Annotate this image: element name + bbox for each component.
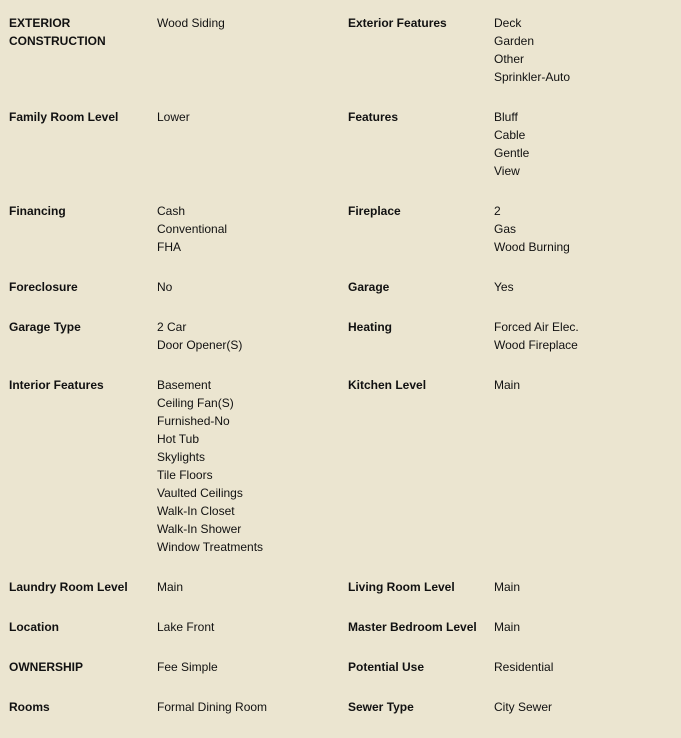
values-exterior-features — [494, 14, 674, 86]
detail-value: 2 — [494, 204, 501, 218]
detail-value: Cash — [157, 204, 186, 218]
detail-value: Wood Siding — [157, 16, 225, 30]
values-garage — [494, 278, 674, 296]
label-potential-use: Potential Use — [348, 660, 425, 674]
detail-value: City Sewer — [494, 700, 553, 714]
detail-value: Wood Fireplace — [494, 338, 578, 352]
detail-value: Deck — [494, 16, 522, 30]
label-exterior-features: Exterior Features — [348, 16, 447, 30]
label-ownership: OWNERSHIP — [9, 660, 84, 674]
detail-value: Conventional — [157, 222, 228, 236]
label-foreclosure: Foreclosure — [9, 280, 78, 294]
detail-value: Main — [157, 580, 184, 594]
detail-value: Walk-In Shower — [157, 522, 242, 536]
detail-row-laundry-room-level — [0, 578, 681, 618]
detail-value: View — [494, 164, 520, 178]
detail-value: Window Treatments — [157, 540, 264, 554]
values-living-room-level — [494, 578, 674, 596]
label-garage: Garage — [348, 280, 390, 294]
detail-row-exterior-construction — [0, 14, 681, 108]
detail-value: Main — [494, 378, 521, 392]
detail-row-location — [0, 618, 681, 658]
values-heating — [494, 318, 674, 354]
values-garage-type — [157, 318, 337, 354]
detail-value: Hot Tub — [157, 432, 200, 446]
label-sewer-type: Sewer Type — [348, 700, 414, 714]
detail-value: Ceiling Fan(S) — [157, 396, 234, 410]
label-family-room-level: Family Room Level — [9, 110, 119, 124]
detail-value: Tile Floors — [157, 468, 213, 482]
detail-value: Bluff — [494, 110, 518, 124]
detail-value: Main — [494, 620, 521, 634]
detail-value: Main — [494, 580, 521, 594]
values-fireplace — [494, 202, 674, 256]
detail-value: Basement — [157, 378, 212, 392]
values-kitchen-level — [494, 376, 674, 394]
label-interior-features: Interior Features — [9, 378, 104, 392]
detail-value: Gas — [494, 222, 517, 236]
detail-value: Fee Simple — [157, 660, 218, 674]
values-features — [494, 108, 674, 180]
values-location — [157, 618, 337, 636]
detail-value: Wood Burning — [494, 240, 570, 254]
label-fireplace: Fireplace — [348, 204, 401, 218]
values-rooms — [157, 698, 337, 716]
detail-value: Forced Air Elec. — [494, 320, 579, 334]
values-ownership — [157, 658, 337, 676]
detail-value: Door Opener(S) — [157, 338, 243, 352]
detail-value: No — [157, 280, 173, 294]
values-financing — [157, 202, 337, 256]
values-potential-use — [494, 658, 674, 676]
detail-value: FHA — [157, 240, 181, 254]
detail-row-ownership — [0, 658, 681, 698]
detail-value: Garden — [494, 34, 535, 48]
detail-value: Residential — [494, 660, 554, 674]
detail-value: Cable — [494, 128, 526, 142]
detail-row-family-room-level — [0, 108, 681, 202]
detail-row-foreclosure — [0, 278, 681, 318]
label-kitchen-level: Kitchen Level — [348, 378, 427, 392]
label-garage-type: Garage Type — [9, 320, 81, 334]
detail-value: Yes — [494, 280, 514, 294]
values-interior-features — [157, 376, 337, 556]
values-family-room-level — [157, 108, 337, 126]
label-features: Features — [348, 110, 399, 124]
detail-value: Other — [494, 52, 525, 66]
detail-row-financing — [0, 202, 681, 278]
label-master-bedroom-level: Master Bedroom Level — [348, 620, 477, 634]
label-heating: Heating — [348, 320, 393, 334]
detail-value: Skylights — [157, 450, 206, 464]
detail-row-interior-features — [0, 376, 681, 578]
detail-row-garage-type — [0, 318, 681, 376]
detail-value: 2 Car — [157, 320, 187, 334]
detail-value: Lower — [157, 110, 190, 124]
values-laundry-room-level — [157, 578, 337, 596]
detail-value: Sprinkler-Auto — [494, 70, 571, 84]
label-laundry-room-level: Laundry Room Level — [9, 580, 128, 594]
values-exterior-construction — [157, 14, 337, 32]
detail-value: Walk-In Closet — [157, 504, 235, 518]
detail-value: Furnished-No — [157, 414, 230, 428]
detail-value: Gentle — [494, 146, 530, 160]
detail-value: Formal Dining Room — [157, 700, 268, 714]
label-exterior-construction: EXTERIOR CONSTRUCTION — [9, 16, 106, 48]
label-location: Location — [9, 620, 59, 634]
label-financing: Financing — [9, 204, 66, 218]
values-sewer-type — [494, 698, 674, 716]
label-rooms: Rooms — [9, 700, 50, 714]
detail-value: Lake Front — [157, 620, 215, 634]
detail-value: Vaulted Ceilings — [157, 486, 243, 500]
label-living-room-level: Living Room Level — [348, 580, 455, 594]
values-foreclosure — [157, 278, 337, 296]
detail-row-rooms — [0, 698, 681, 738]
values-master-bedroom-level — [494, 618, 674, 636]
